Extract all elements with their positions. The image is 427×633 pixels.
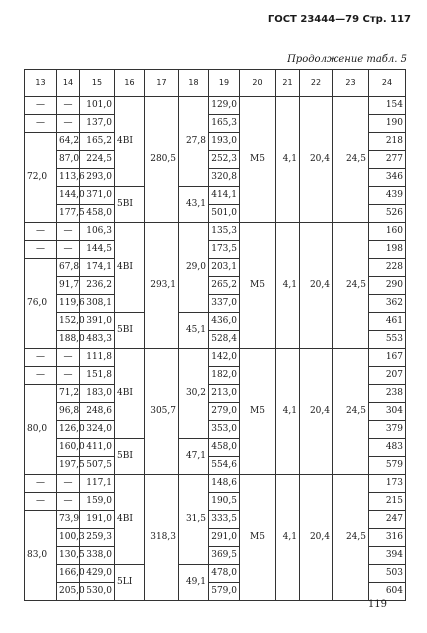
cell-c19: 142,0 — [209, 349, 240, 367]
table-row — [25, 97, 406, 115]
cell-c16: 4BI — [115, 97, 145, 187]
cell-c16: 4BI — [115, 475, 145, 565]
column-header: 13 — [25, 70, 57, 97]
cell-c20: М5 — [240, 349, 276, 475]
cell-c14: — — [57, 115, 80, 133]
cell-c15: 324,0 — [80, 421, 115, 439]
cell-c17: 280,5 — [145, 97, 179, 223]
column-header: 14 — [57, 70, 80, 97]
cell-c19: 279,0 — [209, 403, 240, 421]
cell-c14: 144,0 — [57, 187, 80, 205]
cell-c22: 20,4 — [300, 223, 333, 349]
cell-c15: 248,6 — [80, 403, 115, 421]
cell-c24: 154 — [369, 97, 406, 115]
cell-c24: 439 — [369, 187, 406, 205]
cell-c24: 173 — [369, 475, 406, 493]
header-row — [25, 70, 406, 97]
cell-c15: 224,5 — [80, 151, 115, 169]
cell-c23: 24,5 — [333, 475, 369, 601]
cell-c24: 277 — [369, 151, 406, 169]
cell-c14: 91,7 — [57, 277, 80, 295]
cell-c19: 148,6 — [209, 475, 240, 493]
cell-c18: 30,2 — [179, 349, 209, 439]
cell-c14: — — [57, 493, 80, 511]
cell-c17: 305,7 — [145, 349, 179, 475]
cell-c14: — — [57, 367, 80, 385]
column-header: 23 — [333, 70, 369, 97]
cell-c19: 353,0 — [209, 421, 240, 439]
cell-c19: 333,5 — [209, 511, 240, 529]
cell-c24: 346 — [369, 169, 406, 187]
table-row — [25, 223, 406, 241]
cell-c15: 159,0 — [80, 493, 115, 511]
cell-c15: 111,8 — [80, 349, 115, 367]
group-value-c13: 72,0 — [25, 133, 57, 223]
cell-c14: 119,6 — [57, 295, 80, 313]
cell-c20: М5 — [240, 223, 276, 349]
cell-c19: 554,6 — [209, 457, 240, 475]
cell-c14: 130,5 — [57, 547, 80, 565]
cell-c21: 4,1 — [276, 97, 300, 223]
cell-c19: 414,1 — [209, 187, 240, 205]
cell-c19: 291,0 — [209, 529, 240, 547]
cell-c15: 259,3 — [80, 529, 115, 547]
cell-c24: 604 — [369, 583, 406, 601]
cell-c19: 173,5 — [209, 241, 240, 259]
cell-c16: 5BI — [115, 439, 145, 475]
cell-c13: — — [25, 349, 57, 367]
cell-c24: 238 — [369, 385, 406, 403]
cell-c24: 379 — [369, 421, 406, 439]
cell-c24: 160 — [369, 223, 406, 241]
cell-c21: 4,1 — [276, 475, 300, 601]
cell-c19: 129,0 — [209, 97, 240, 115]
table-continuation-label: Продолжение табл. 5 — [287, 54, 407, 65]
cell-c14: 64,2 — [57, 133, 80, 151]
cell-c22: 20,4 — [300, 97, 333, 223]
cell-c16: 4BI — [115, 349, 145, 439]
cell-c24: 579 — [369, 457, 406, 475]
cell-c15: 308,1 — [80, 295, 115, 313]
cell-c14: 166,0 — [57, 565, 80, 583]
cell-c15: 137,0 — [80, 115, 115, 133]
cell-c24: 215 — [369, 493, 406, 511]
cell-c15: 106,3 — [80, 223, 115, 241]
cell-c22: 20,4 — [300, 349, 333, 475]
cell-c13: — — [25, 115, 57, 133]
cell-c14: — — [57, 97, 80, 115]
cell-c24: 316 — [369, 529, 406, 547]
cell-c15: 483,3 — [80, 331, 115, 349]
cell-c19: 579,0 — [209, 583, 240, 601]
cell-c22: 20,4 — [300, 475, 333, 601]
cell-c13: — — [25, 493, 57, 511]
cell-c19: 320,8 — [209, 169, 240, 187]
cell-c15: 338,0 — [80, 547, 115, 565]
cell-c14: 152,0 — [57, 313, 80, 331]
cell-c24: 526 — [369, 205, 406, 223]
cell-c17: 318,3 — [145, 475, 179, 601]
page-header: ГОСТ 23444—79 Стр. 117 — [267, 14, 411, 25]
cell-c19: 203,1 — [209, 259, 240, 277]
cell-c19: 458,0 — [209, 439, 240, 457]
column-header: 24 — [369, 70, 406, 97]
cell-c23: 24,5 — [333, 223, 369, 349]
cell-c19: 193,0 — [209, 133, 240, 151]
cell-c14: 67,8 — [57, 259, 80, 277]
column-header: 21 — [276, 70, 300, 97]
cell-c13: — — [25, 475, 57, 493]
group-value-c13: 76,0 — [25, 259, 57, 349]
cell-c19: 265,2 — [209, 277, 240, 295]
cell-c19: 190,5 — [209, 493, 240, 511]
cell-c14: — — [57, 349, 80, 367]
cell-c14: 113,6 — [57, 169, 80, 187]
column-header: 19 — [209, 70, 240, 97]
cell-c15: 429,0 — [80, 565, 115, 583]
cell-c14: — — [57, 241, 80, 259]
cell-c24: 218 — [369, 133, 406, 151]
cell-c24: 290 — [369, 277, 406, 295]
column-header: 20 — [240, 70, 276, 97]
cell-c17: 293,1 — [145, 223, 179, 349]
cell-c15: 151,8 — [80, 367, 115, 385]
cell-c13: — — [25, 97, 57, 115]
cell-c24: 461 — [369, 313, 406, 331]
cell-c14: 197,5 — [57, 457, 80, 475]
cell-c15: 411,0 — [80, 439, 115, 457]
cell-c19: 436,0 — [209, 313, 240, 331]
cell-c24: 167 — [369, 349, 406, 367]
cell-c14: 160,0 — [57, 439, 80, 457]
cell-c15: 458,0 — [80, 205, 115, 223]
cell-c14: — — [57, 475, 80, 493]
cell-c24: 362 — [369, 295, 406, 313]
cell-c14: — — [57, 223, 80, 241]
cell-c24: 190 — [369, 115, 406, 133]
page-number: 119 — [367, 599, 387, 610]
cell-c19: 478,0 — [209, 565, 240, 583]
cell-c15: 507,5 — [80, 457, 115, 475]
cell-c14: 87,0 — [57, 151, 80, 169]
cell-c19: 337,0 — [209, 295, 240, 313]
cell-c24: 483 — [369, 439, 406, 457]
cell-c13: — — [25, 367, 57, 385]
cell-c15: 165,2 — [80, 133, 115, 151]
cell-c23: 24,5 — [333, 97, 369, 223]
cell-c18: 47,1 — [179, 439, 209, 475]
cell-c15: 144,5 — [80, 241, 115, 259]
cell-c13: — — [25, 241, 57, 259]
column-header: 18 — [179, 70, 209, 97]
cell-c14: 100,3 — [57, 529, 80, 547]
cell-c15: 530,0 — [80, 583, 115, 601]
cell-c15: 371,0 — [80, 187, 115, 205]
cell-c19: 135,3 — [209, 223, 240, 241]
column-header: 22 — [300, 70, 333, 97]
cell-c15: 174,1 — [80, 259, 115, 277]
cell-c18: 29,0 — [179, 223, 209, 313]
cell-c18: 27,8 — [179, 97, 209, 187]
cell-c15: 117,1 — [80, 475, 115, 493]
group-value-c13: 80,0 — [25, 385, 57, 475]
cell-c14: 188,0 — [57, 331, 80, 349]
cell-c24: 207 — [369, 367, 406, 385]
cell-c19: 528,4 — [209, 331, 240, 349]
cell-c15: 236,2 — [80, 277, 115, 295]
cell-c24: 228 — [369, 259, 406, 277]
data-table — [24, 69, 406, 601]
cell-c16: 5LI — [115, 565, 145, 601]
cell-c19: 501,0 — [209, 205, 240, 223]
cell-c23: 24,5 — [333, 349, 369, 475]
cell-c19: 182,0 — [209, 367, 240, 385]
cell-c20: М5 — [240, 97, 276, 223]
cell-c14: 73,9 — [57, 511, 80, 529]
cell-c19: 369,5 — [209, 547, 240, 565]
cell-c20: М5 — [240, 475, 276, 601]
cell-c14: 96,8 — [57, 403, 80, 421]
cell-c15: 293,0 — [80, 169, 115, 187]
cell-c18: 49,1 — [179, 565, 209, 601]
cell-c24: 503 — [369, 565, 406, 583]
cell-c15: 183,0 — [80, 385, 115, 403]
table-row — [25, 475, 406, 493]
cell-c13: — — [25, 223, 57, 241]
column-header: 17 — [145, 70, 179, 97]
column-header: 16 — [115, 70, 145, 97]
cell-c19: 252,3 — [209, 151, 240, 169]
group-value-c13: 83,0 — [25, 511, 57, 601]
cell-c15: 101,0 — [80, 97, 115, 115]
cell-c21: 4,1 — [276, 223, 300, 349]
cell-c24: 198 — [369, 241, 406, 259]
cell-c18: 31,5 — [179, 475, 209, 565]
cell-c16: 5BI — [115, 313, 145, 349]
cell-c14: 205,0 — [57, 583, 80, 601]
cell-c14: 177,5 — [57, 205, 80, 223]
cell-c14: 71,2 — [57, 385, 80, 403]
cell-c19: 165,3 — [209, 115, 240, 133]
cell-c16: 4BI — [115, 223, 145, 313]
cell-c16: 5BI — [115, 187, 145, 223]
cell-c21: 4,1 — [276, 349, 300, 475]
cell-c14: 126,0 — [57, 421, 80, 439]
cell-c24: 394 — [369, 547, 406, 565]
cell-c15: 191,0 — [80, 511, 115, 529]
cell-c18: 45,1 — [179, 313, 209, 349]
cell-c18: 43,1 — [179, 187, 209, 223]
table-row — [25, 349, 406, 367]
cell-c24: 247 — [369, 511, 406, 529]
cell-c19: 213,0 — [209, 385, 240, 403]
cell-c24: 553 — [369, 331, 406, 349]
cell-c15: 391,0 — [80, 313, 115, 331]
column-header: 15 — [80, 70, 115, 97]
cell-c24: 304 — [369, 403, 406, 421]
